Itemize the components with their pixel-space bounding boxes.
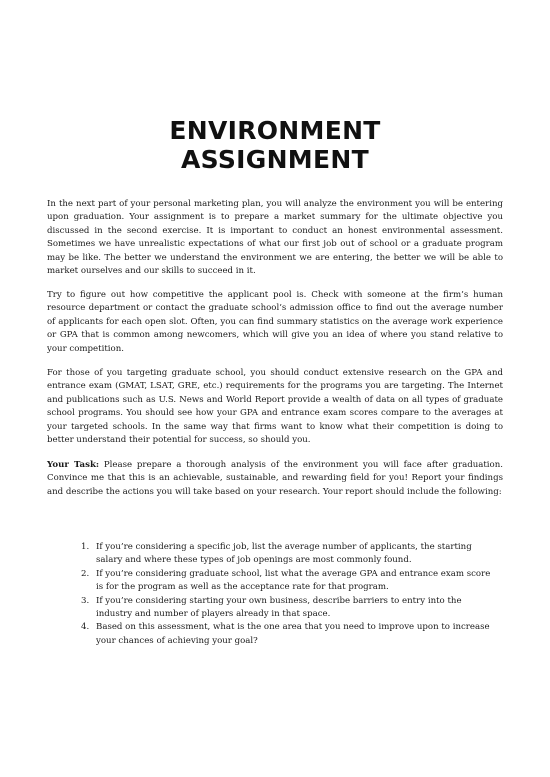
- list-item-number: 4.: [81, 622, 90, 633]
- applicant-pool-paragraph: Try to figure out how competitive the applicant pool is. Check with someone at the firm’s human resource department or contact the graduate school’s admission office to find out the average number of applicants for each open slot. Often, you can find summary statistics on the average work experience or GPA that is common among newcomers, which will give you an idea of where you stand relative to your competition.: [47, 290, 503, 354]
- graduate-school-paragraph: For those of you targeting graduate school, you should conduct extensive research on the GPA and entrance exam (GMAT, LSAT, GRE, etc.) requirements for the programs you are targeting. The Internet and publications such as U.S. News and World Report provide a wealth of data on all types of graduate school programs. You should see how your GPA and entrance exam scores compare to the averages at your targeted schools. In the same way that firms want to know what their competition is doing to better understand their potential for success, so should you.: [47, 368, 503, 446]
- title-line-1: ENVIRONMENT: [169, 116, 381, 145]
- requirements-list: [81, 541, 492, 648]
- list-item: [81, 541, 492, 568]
- list-item: [81, 595, 492, 622]
- page-title: [0, 116, 550, 174]
- list-item: [81, 568, 492, 595]
- list-item-number: 3.: [81, 595, 90, 606]
- list-item-text: If you’re considering a specific job, list the average number of applicants, the starting salary and where these types of job openings are most commonly found.: [96, 542, 472, 566]
- title-line-2: ASSIGNMENT: [181, 145, 369, 174]
- task-label: Your Task:: [47, 460, 100, 470]
- list-item-text: If you’re considering starting your own business, describe barriers to entry into the industry and number of players already in that space.: [96, 595, 462, 620]
- list-item-number: 2.: [81, 568, 90, 579]
- list-item-text: If you’re considering graduate school, list what the average GPA and entrance exam score is for the program as well as the acceptance rate for that program.: [96, 568, 491, 593]
- list-item-text: Based on this assessment, what is the one area that you need to improve upon to increase your chances of achieving your goal?: [96, 622, 490, 646]
- list-item: [81, 621, 492, 648]
- task-text: Please prepare a thorough analysis of the environment you will face after graduation. Convince me that this is an achievable, sustainable, and rewarding field for you! Report your findings and describe the actions you will take based on your research. Your report should include the following:: [47, 460, 503, 497]
- intro-paragraph: In the next part of your personal marketing plan, you will analyze the environment you will be entering upon graduation. Your assignment is to prepare a market summary for the ultimate objective you discussed in the second exercise. It is important to conduct an honest environmental assessment. Sometimes we have unrealistic expectations of what our first job out of school or a graduate program may be like. The better we understand the environment we are entering, the better we will be able to market ourselves and our skills to succeed in it.: [47, 199, 503, 277]
- task-paragraph: [47, 459, 503, 499]
- list-item-number: 1.: [81, 542, 90, 552]
